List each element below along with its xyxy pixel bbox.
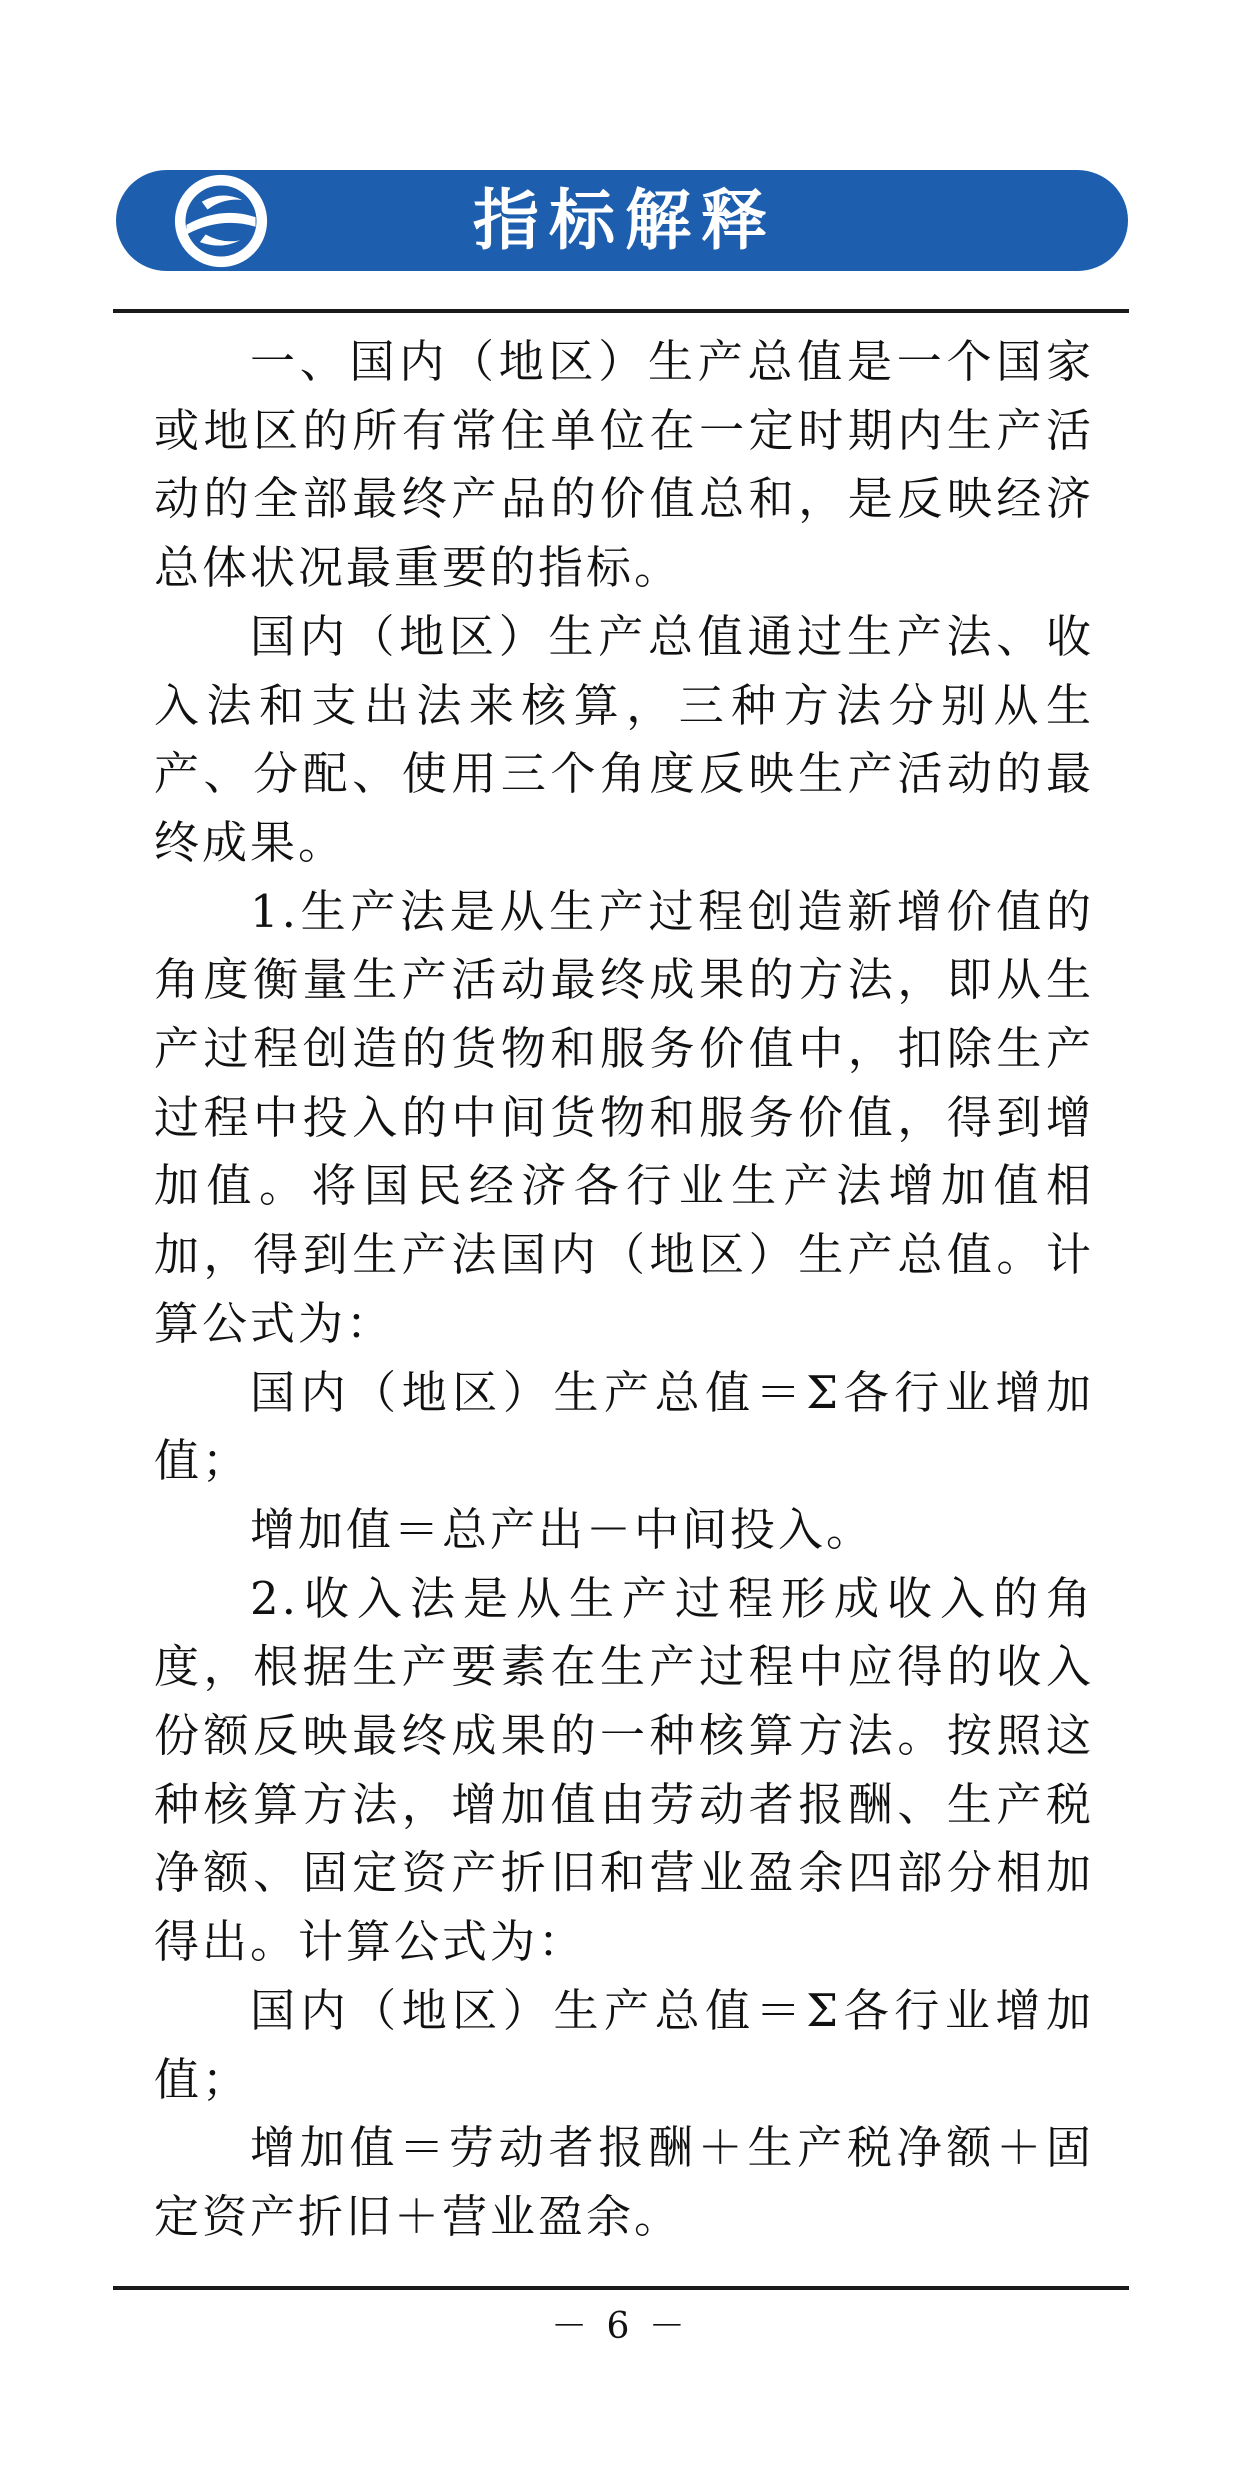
paragraph: 2.收入法是从生产过程形成收入的角度，根据生产要素在生产过程中应得的收入份额反映最终成果的一种核算方法。按照这种核算方法，增加值由劳动者报酬、生产税净额、固定资产折旧和营业盈余四部分相加得出。计算公式为： — [154, 1571, 1094, 1969]
formula: 国内（地区）生产总值＝Σ各行业增加值； — [154, 1365, 1094, 1488]
paragraph: 国内（地区）生产总值通过生产法、收入法和支出法来核算，三种方法分别从生产、分配、使用三个角度反映生产活动的最终成果。 — [154, 609, 1094, 869]
page-title: 指标解释 — [473, 182, 777, 259]
formula: 增加值＝劳动者报酬＋生产税净额＋固定资产折旧＋营业盈余。 — [154, 2121, 1094, 2243]
formula: 国内（地区）生产总值＝Σ各行业增加值； — [154, 1983, 1094, 2106]
document-body — [154, 328, 1094, 2252]
paragraph: 一、国内（地区）生产总值是一个国家或地区的所有常住单位在一定时期内生产活动的全部最终产品的价值总和，是反映经济总体状况最重要的指标。 — [154, 335, 1094, 595]
bottom-divider — [113, 2286, 1129, 2290]
page-number: － 6 － — [551, 2306, 689, 2347]
statistics-logo-icon — [173, 173, 269, 269]
paragraph: 1.生产法是从生产过程创造新增价值的角度衡量生产活动最终成果的方法，即从生产过程创造的货物和服务价值中，扣除生产过程中投入的中间货物和服务价值，得到增加值。将国民经济各行业生产法增加值相加，得到生产法国内（地区）生产总值。计算公式为： — [154, 884, 1094, 1350]
top-divider — [113, 309, 1129, 313]
formula: 增加值＝总产出－中间投入。 — [250, 1502, 875, 1556]
